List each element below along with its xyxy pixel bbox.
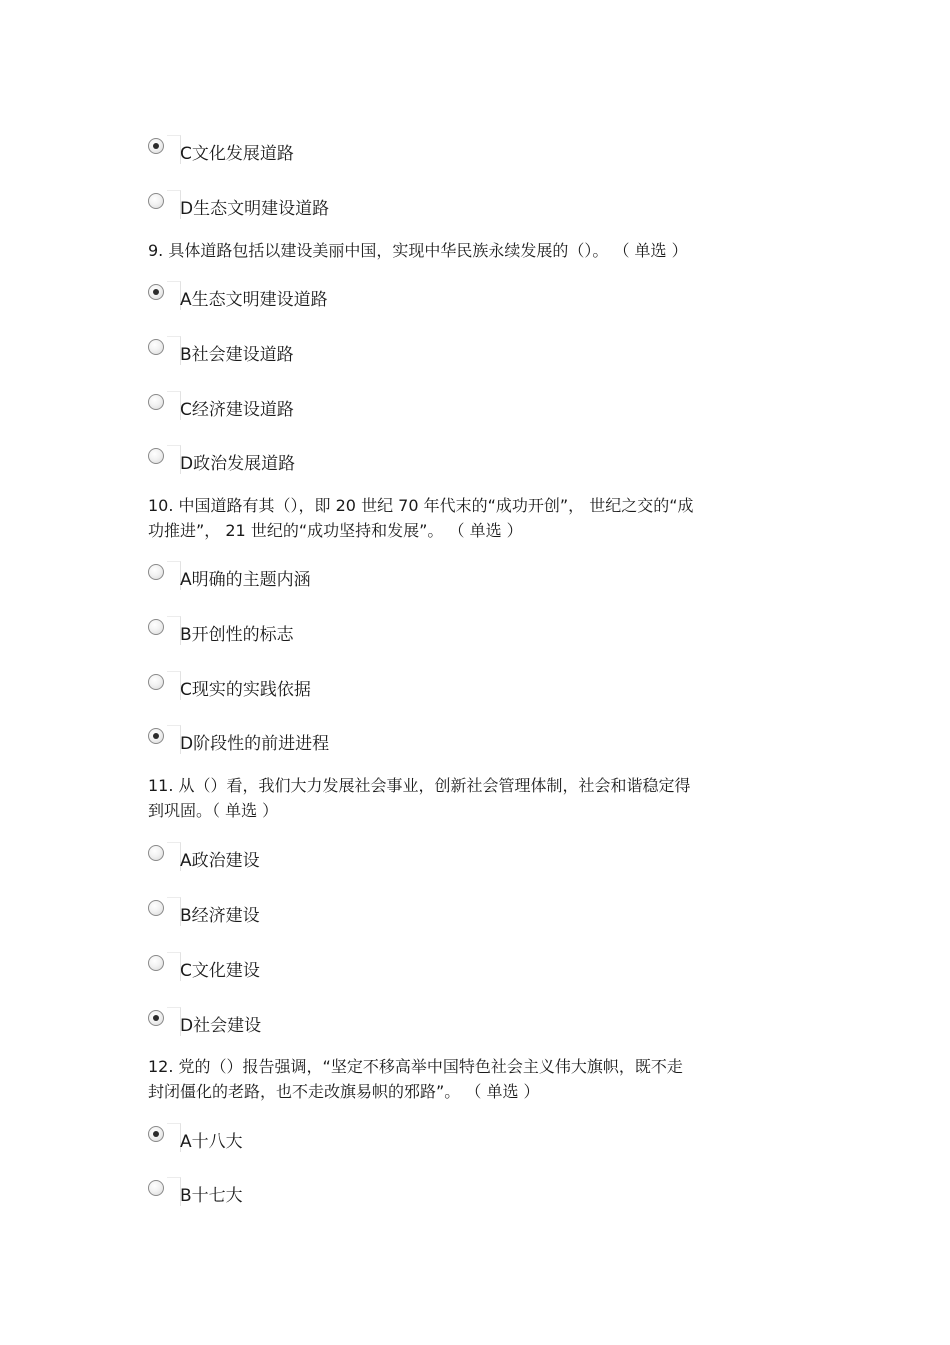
q9-option-a[interactable] — [148, 284, 648, 314]
q11-option-d[interactable] — [148, 1010, 648, 1040]
q11-option-c[interactable] — [148, 955, 648, 985]
option-label: A政治建设 — [180, 851, 260, 871]
q12-option-a[interactable] — [148, 1126, 648, 1156]
q10-option-a[interactable] — [148, 564, 648, 594]
option-label: C现实的实践依据 — [180, 680, 311, 700]
radio-button[interactable] — [148, 900, 164, 916]
option-label: D生态文明建设道路 — [180, 199, 330, 219]
radio-button[interactable] — [148, 564, 164, 580]
option-label: D社会建设 — [180, 1016, 262, 1036]
option-label: D政治发展道路 — [180, 454, 296, 474]
option-label: A十八大 — [180, 1132, 243, 1152]
question-12-text: 12. 党的（）报告强调，“坚定不移高举中国特色社会主义伟大旗帜，既不走 封闭僵化的老路，也不走改旗易帜的邪路”。 （ 单选 ） — [148, 1057, 683, 1101]
q8-option-c[interactable] — [148, 138, 648, 168]
q12-option-b[interactable] — [148, 1180, 648, 1210]
option-label: A生态文明建设道路 — [180, 290, 328, 310]
radio-button[interactable] — [148, 339, 164, 355]
q9-option-d[interactable] — [148, 448, 648, 478]
q10-option-c[interactable] — [148, 674, 648, 704]
radio-button-checked[interactable] — [148, 284, 164, 300]
option-label: B经济建设 — [180, 906, 260, 926]
radio-button-checked[interactable] — [148, 1126, 164, 1142]
option-label: C经济建设道路 — [180, 400, 294, 420]
radio-button[interactable] — [148, 394, 164, 410]
q10-option-b[interactable] — [148, 619, 648, 649]
radio-button-checked[interactable] — [148, 1010, 164, 1026]
option-label: B社会建设道路 — [180, 345, 294, 365]
radio-button[interactable] — [148, 619, 164, 635]
question-9-text: 9. 具体道路包括以建设美丽中国，实现中华民族永续发展的（）。 （ 单选 ） — [148, 241, 688, 260]
question-11-text: 11. 从（）看，我们大力发展社会事业，创新社会管理体制，社会和谐稳定得 到巩固。（ 单选 ） — [148, 776, 691, 820]
radio-button-checked[interactable] — [148, 138, 164, 154]
radio-button[interactable] — [148, 448, 164, 464]
radio-button[interactable] — [148, 845, 164, 861]
q11-option-a[interactable] — [148, 845, 648, 875]
option-label: C文化建设 — [180, 961, 260, 981]
radio-button[interactable] — [148, 1180, 164, 1196]
option-label: A明确的主题内涵 — [180, 570, 311, 590]
q11-option-b[interactable] — [148, 900, 648, 930]
option-label: B开创性的标志 — [180, 625, 294, 645]
option-label: C文化发展道路 — [180, 144, 294, 164]
option-label: D阶段性的前进进程 — [180, 734, 330, 754]
q9-option-b[interactable] — [148, 339, 648, 369]
question-10-text: 10. 中国道路有其（），即 20 世纪 70 年代末的“成功开创”， 世纪之交的“成 功推进”， 21 世纪的“成功坚持和发展”。 （ 单选 ） — [148, 496, 694, 540]
radio-button[interactable] — [148, 193, 164, 209]
q9-option-c[interactable] — [148, 394, 648, 424]
q8-option-d[interactable] — [148, 193, 648, 223]
radio-button[interactable] — [148, 955, 164, 971]
radio-button[interactable] — [148, 674, 164, 690]
radio-button-checked[interactable] — [148, 728, 164, 744]
q10-option-d[interactable] — [148, 728, 648, 758]
option-label: B十七大 — [180, 1186, 243, 1206]
